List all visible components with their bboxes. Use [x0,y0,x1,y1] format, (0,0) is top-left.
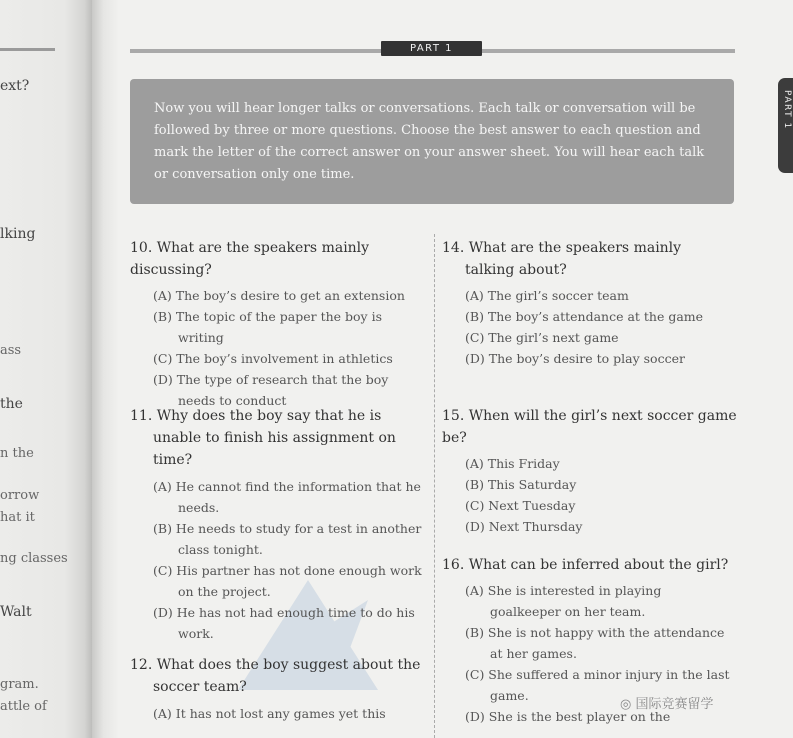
answer-option: (A) She is interested in playing goalkeeper on her team. [465,583,662,619]
answer-option: (D) Next Thursday [465,519,583,534]
left-text-fragment: n the [0,446,34,461]
left-text-fragment: lking [0,226,36,242]
answer-option: (D) He has not had enough time to do his work. [153,605,415,641]
answer-option: (A) He cannot find the information that he needs. [153,479,421,515]
question-14 [442,237,732,369]
question-12 [130,654,430,724]
answer-option: (D) She is the best player on the [465,709,671,724]
book-spine [92,0,118,738]
question-text: 15. When will the girl’s next soccer game be? [442,408,737,446]
answer-option: (C) His partner has not done enough work on the project. [153,563,422,599]
left-text-fragment: the [0,396,23,412]
question-text: 10. What are the speakers mainly discussing? [130,240,370,278]
left-text-fragment: ass [0,343,22,358]
left-text-fragment: gram. [0,677,39,692]
answer-option: (D) The boy’s desire to play soccer [465,351,685,366]
question-15 [442,405,742,537]
left-text-fragment: attle of [0,699,47,714]
answer-option: (C) The boy’s involvement in athletics [153,351,393,366]
instructions-box: Now you will hear longer talks or conversations. Each talk or conversation will be followed by three or more questions. Choose the best answer to each question and mark the letter of the correct answer on your answer sheet. You will hear each talk or conversation only one time. [130,79,734,204]
answer-option: (B) The topic of the paper the boy is writing [153,309,382,345]
answer-option: (C) She suffered a minor injury in the last game. [465,667,730,703]
answer-option: (C) The girl’s next game [465,330,619,345]
right-page [118,0,793,738]
left-text-fragment: ext? [0,78,30,94]
question-text: 16. What can be inferred about the girl? [442,557,729,573]
left-header-rule [0,48,55,51]
question-text: 14. What are the speakers mainly talking about? [442,240,682,278]
left-text-fragment: ng classes [0,551,68,566]
left-text-fragment: orrow [0,488,40,503]
answer-option: (D) The type of research that the boy needs to conduct [153,372,389,408]
answer-option: (B) She is not happy with the attendance at her games. [465,625,725,661]
question-text: 12. What does the boy suggest about the soccer team? [130,657,421,695]
answer-option: (A) The girl’s soccer team [465,288,629,303]
side-tab [778,78,793,173]
answer-option: (A) This Friday [465,456,560,471]
left-page-fragment [0,0,92,738]
wechat-icon: ◎ [620,697,632,712]
question-text: 11. Why does the boy say that he is unable to finish his assignment on time? [130,408,396,468]
answer-option: (B) The boy’s attendance at the game [465,309,704,324]
side-tab-label: PART 1 [782,90,792,130]
part-label: PART 1 [381,41,482,56]
left-text-fragment: Walt [0,604,32,620]
answer-option: (C) Next Tuesday [465,498,576,513]
answer-option: (B) This Saturday [465,477,577,492]
watermark-text: 国际竞赛留学 [635,697,714,712]
wechat-watermark [620,693,714,712]
left-text-fragment: hat it [0,510,35,525]
column-divider [434,234,435,738]
question-10 [130,237,430,411]
answer-option: (A) It has not lost any games yet this [153,706,386,721]
answer-option: (A) The boy’s desire to get an extension [153,288,405,303]
answer-option: (B) He needs to study for a test in another class tonight. [153,521,422,557]
question-11 [130,405,430,644]
